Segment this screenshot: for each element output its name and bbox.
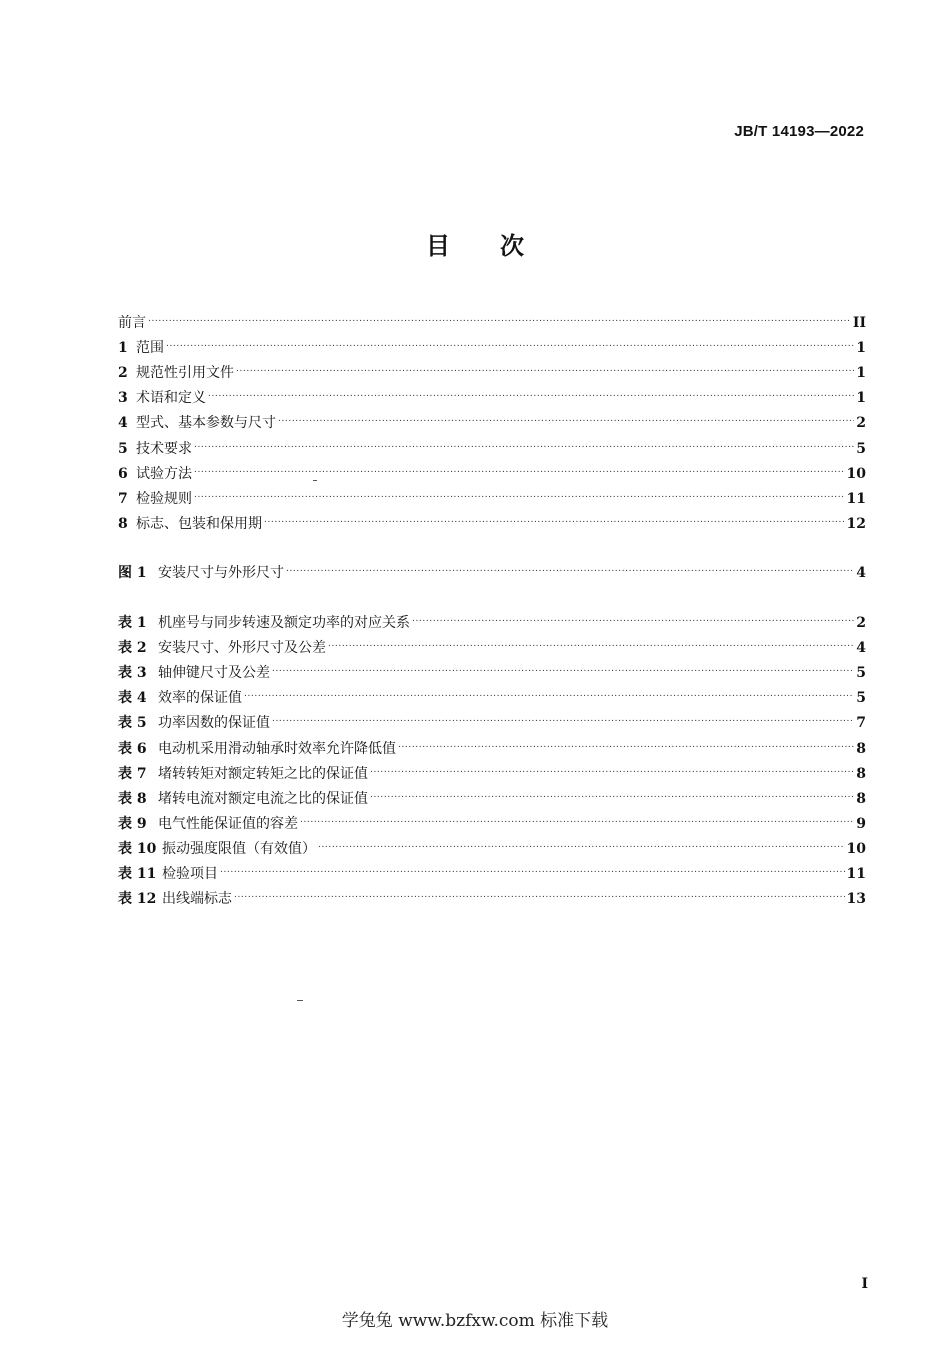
toc-entry[interactable] — [118, 407, 866, 432]
toc-entry-number: 8 — [118, 515, 128, 532]
toc-entry-label: 术语和定义 — [136, 390, 206, 407]
toc-entry-label: 轴伸键尺寸及公差 — [158, 665, 270, 682]
toc-leader-dots — [194, 483, 845, 503]
toc-entry-number: 图 1 — [118, 565, 147, 581]
toc-entry[interactable] — [118, 557, 866, 581]
toc-leader-dots — [278, 407, 854, 427]
toc-entry[interactable] — [118, 758, 866, 782]
toc-entry-page: 1 — [856, 340, 866, 357]
toc-entry[interactable] — [118, 682, 866, 707]
toc-leader-dots — [194, 458, 845, 478]
toc-entry-number: 表 11 — [118, 866, 157, 882]
toc-entry-number: 7 — [118, 490, 128, 507]
toc-entry-page: 1 — [856, 390, 866, 407]
toc-entry-number: 表 9 — [118, 815, 147, 832]
toc-entry-page: 9 — [856, 815, 866, 832]
toc-entry-number: 4 — [118, 415, 128, 432]
toc-entry-label: 堵转电流对额定电流之比的保证值 — [158, 790, 368, 807]
toc-entry-page: 10 — [846, 840, 866, 857]
toc-entry[interactable] — [118, 707, 866, 732]
toc-entry-label: 检验规则 — [136, 490, 192, 507]
toc-entry[interactable] — [118, 382, 866, 407]
toc-leader-dots — [220, 858, 845, 878]
toc-entry[interactable] — [118, 483, 866, 507]
toc-entry-number: 表 8 — [118, 790, 147, 807]
toc-entry-page: 12 — [846, 515, 866, 532]
page-title-first-char: 目 — [426, 232, 450, 260]
toc-leader-dots — [236, 357, 854, 377]
toc-entry-number: 表 4 — [118, 690, 147, 707]
toc-entry-label: 安装尺寸、外形尺寸及公差 — [158, 640, 326, 657]
toc-entry-number: 表 5 — [118, 715, 147, 732]
toc-entry-page: 5 — [856, 665, 866, 682]
toc-entry-label: 标志、包装和保用期 — [136, 515, 262, 532]
toc-entry-page: 8 — [856, 740, 866, 757]
toc-entry-number: 3 — [118, 390, 128, 407]
toc-entry-page: 5 — [856, 440, 866, 457]
toc-leader-dots — [264, 508, 845, 528]
toc-entry-number: 表 10 — [118, 840, 157, 857]
toc-entry-label: 规范性引用文件 — [136, 365, 234, 382]
toc-leader-dots — [328, 632, 854, 652]
toc-entry-page: 2 — [856, 415, 866, 432]
toc-entry-page: 4 — [856, 565, 866, 581]
page-title-second-char: 次 — [500, 232, 524, 260]
toc-entry[interactable] — [118, 733, 866, 757]
toc-entry-number: 2 — [118, 365, 128, 382]
toc-leader-dots — [148, 307, 851, 327]
toc-entry-number: 表 1 — [118, 615, 147, 631]
toc-entry[interactable] — [118, 858, 866, 882]
page-title — [0, 226, 950, 261]
toc-entry[interactable] — [118, 307, 866, 331]
toc-entry-page: 2 — [856, 615, 866, 631]
toc-entry-page: 11 — [846, 866, 866, 882]
toc-entry-label: 功率因数的保证值 — [158, 715, 270, 732]
toc-entry-label: 机座号与同步转速及额定功率的对应关系 — [158, 615, 410, 631]
toc-entry-page: 13 — [846, 891, 866, 908]
toc-entry-number: 6 — [118, 465, 128, 482]
toc-entry[interactable] — [118, 632, 866, 657]
toc-entry[interactable] — [118, 808, 866, 832]
toc-entry[interactable] — [118, 833, 866, 857]
toc-entry[interactable] — [118, 458, 866, 482]
toc-entry-label: 范围 — [136, 340, 164, 357]
toc-entry-label: 技术要求 — [136, 440, 192, 457]
toc-entry-label: 振动强度限值（有效值） — [162, 840, 316, 857]
document-code: JB/T 14193—2022 — [734, 123, 864, 140]
toc-leader-dots — [166, 332, 854, 352]
toc-entry-label: 型式、基本参数与尺寸 — [136, 415, 276, 432]
toc-leader-dots — [194, 433, 854, 453]
toc-entry[interactable] — [118, 657, 866, 682]
toc-leader-dots — [318, 833, 845, 853]
toc-entry-number: 表 3 — [118, 665, 147, 682]
toc-leader-dots — [234, 883, 845, 903]
toc-entry[interactable] — [118, 783, 866, 807]
toc-entry-number: 1 — [118, 340, 128, 357]
toc-entry-label: 堵转转矩对额定转矩之比的保证值 — [158, 765, 368, 782]
toc-entry-label: 出线端标志 — [162, 891, 232, 908]
toc-entry-label: 效率的保证值 — [158, 690, 242, 707]
watermark-text: 学兔兔 www.bzfxw.com 标准下载 — [341, 1311, 609, 1331]
toc-entry-label: 试验方法 — [136, 465, 192, 482]
toc-leader-dots — [272, 657, 854, 677]
toc-entry-label: 电动机采用滑动轴承时效率允许降低值 — [158, 740, 396, 757]
page-number: I — [861, 1276, 868, 1292]
toc-leader-dots — [412, 607, 854, 627]
toc-entry[interactable] — [118, 357, 866, 382]
toc-leader-dots — [398, 733, 854, 753]
toc-entry-page: 7 — [856, 715, 866, 732]
toc-entry[interactable] — [118, 607, 866, 631]
toc-leader-dots — [370, 758, 854, 778]
toc-leader-dots — [286, 557, 854, 577]
toc-entry-page: 8 — [856, 790, 866, 807]
toc-entry-number: 5 — [118, 440, 128, 457]
toc-entry-page: 1 — [856, 365, 866, 382]
toc-leader-dots — [272, 707, 854, 727]
toc-leader-dots — [208, 382, 854, 402]
scan-speck — [313, 480, 317, 481]
toc-entry-page: 5 — [856, 690, 866, 707]
toc-entry-label: 安装尺寸与外形尺寸 — [158, 565, 284, 581]
toc-entry[interactable] — [118, 433, 866, 457]
toc-entry-number: 表 12 — [118, 891, 157, 908]
toc-entry-number: 表 6 — [118, 740, 147, 757]
toc-entry-label: 电气性能保证值的容差 — [158, 815, 298, 832]
toc-entry-page: II — [852, 315, 866, 331]
toc-entry[interactable] — [118, 508, 866, 532]
toc-entry-page: 8 — [856, 765, 866, 782]
scan-speck — [297, 1000, 303, 1001]
toc-leader-dots — [370, 783, 854, 803]
toc-entry-label: 检验项目 — [162, 866, 218, 882]
toc-leader-dots — [244, 682, 854, 702]
toc-entry[interactable] — [118, 332, 866, 357]
toc-entry-page: 4 — [856, 640, 866, 657]
toc-entry-number: 表 2 — [118, 640, 147, 657]
toc-entry[interactable] — [118, 883, 866, 908]
toc-entry-number: 表 7 — [118, 765, 147, 782]
toc-entry-page: 10 — [846, 465, 866, 482]
toc-entry-label: 前言 — [118, 315, 146, 331]
toc-entry-page: 11 — [846, 490, 866, 507]
toc-leader-dots — [300, 808, 854, 828]
